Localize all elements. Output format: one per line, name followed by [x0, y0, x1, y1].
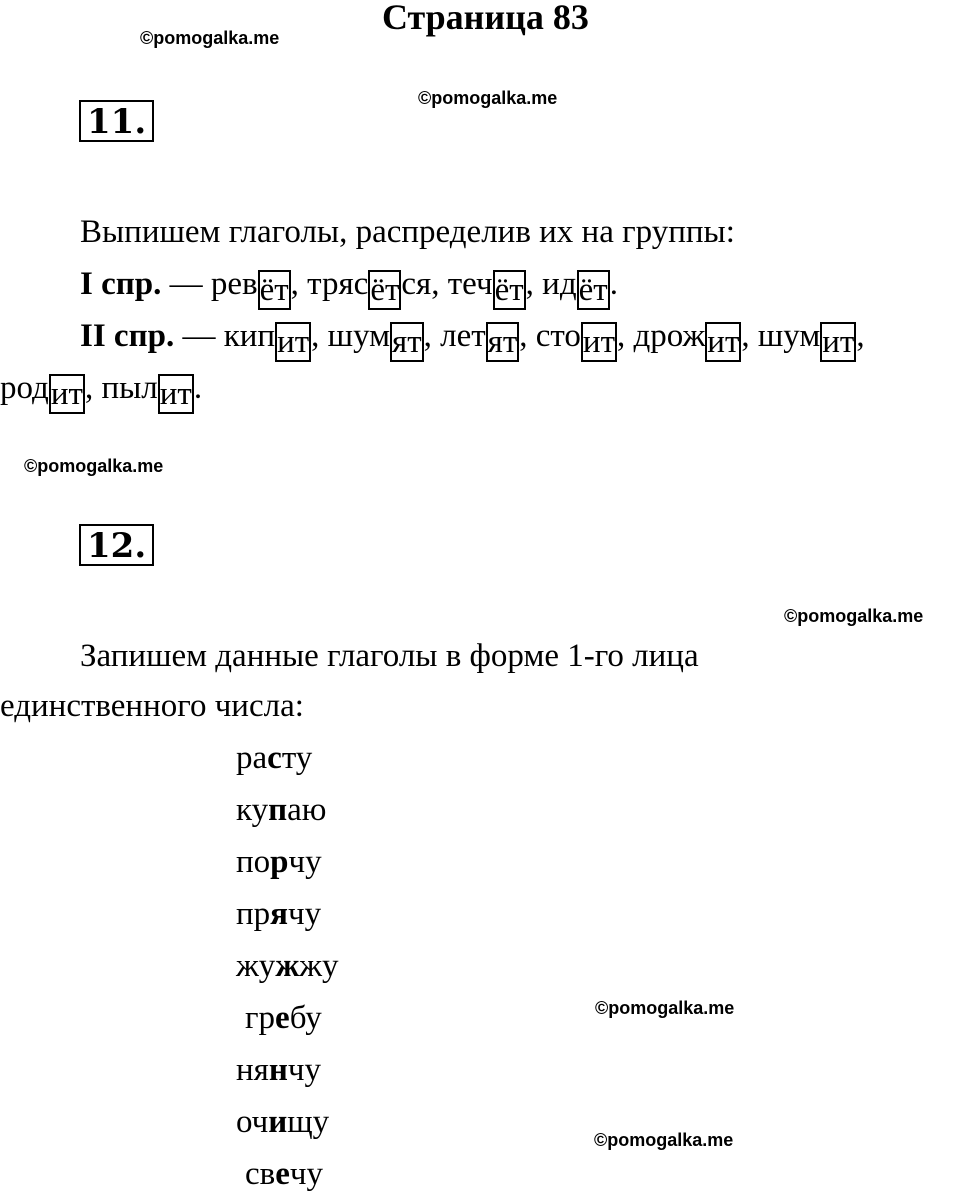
- highlighted-letter: р: [270, 844, 289, 880]
- page-title: Страница 83: [382, 0, 589, 37]
- highlighted-letter: с: [267, 740, 282, 776]
- ending-box: ят: [487, 324, 518, 360]
- verb-item: очищу: [236, 1104, 330, 1140]
- watermark: ©pomogalka.me: [594, 1130, 734, 1150]
- ending-box: ит: [707, 324, 740, 360]
- verb-item: нянчу: [236, 1052, 321, 1088]
- highlighted-letter: и: [268, 1104, 288, 1140]
- highlighted-letter: н: [268, 1052, 288, 1088]
- watermark: ©pomogalka.me: [595, 998, 735, 1018]
- task11-intro: Выпишем глаголы, распределив их на группы:: [80, 214, 735, 250]
- verb-item: купаю: [236, 792, 327, 828]
- ending-box: ит: [159, 376, 192, 412]
- group1-line: I спр. — ревёт, трясётся, течёт, идёт.: [80, 266, 618, 308]
- ending-box: ёт: [494, 272, 524, 308]
- highlighted-letter: е: [275, 1156, 290, 1192]
- task12-intro-line2: единственного числа:: [0, 688, 304, 724]
- ending-box: ит: [582, 324, 616, 360]
- task-number-12: 12.: [79, 524, 154, 566]
- group2-label: II спр.: [80, 318, 175, 354]
- highlighted-letter: п: [268, 792, 288, 828]
- verb-item: расту: [236, 740, 313, 776]
- group1-label: I спр.: [80, 266, 162, 302]
- verb-item: прячу: [236, 896, 322, 932]
- verb-item: жужжу: [236, 948, 339, 984]
- watermark: ©pomogalka.me: [24, 456, 164, 476]
- highlighted-letter: я: [270, 896, 289, 932]
- ending-box: ёт: [259, 272, 289, 308]
- ending-box: ят: [392, 324, 422, 360]
- watermark: ©pomogalka.me: [140, 28, 280, 48]
- ending-box: ит: [822, 324, 855, 360]
- group2-line: II спр. — кипит, шумят, летят, стоит, дрожит, шумит,: [80, 318, 865, 360]
- watermark: ©pomogalka.me: [784, 606, 924, 626]
- ending-box: ёт: [578, 272, 608, 308]
- ending-box: ит: [50, 376, 83, 412]
- verb-item: гребу: [245, 1000, 322, 1036]
- watermark: ©pomogalka.me: [418, 88, 558, 108]
- task-number-11: 11.: [79, 100, 154, 142]
- ending-box: ёт: [370, 272, 400, 308]
- highlighted-letter: е: [275, 1000, 290, 1036]
- verb-item: свечу: [245, 1156, 323, 1192]
- group2-line-cont: родит, пылит.: [0, 370, 203, 412]
- verb-item: порчу: [236, 844, 322, 880]
- task12-intro-line1: Запишем данные глаголы в форме 1-го лица: [80, 638, 699, 674]
- highlighted-letter: ж: [275, 948, 300, 984]
- ending-box: ит: [277, 324, 310, 360]
